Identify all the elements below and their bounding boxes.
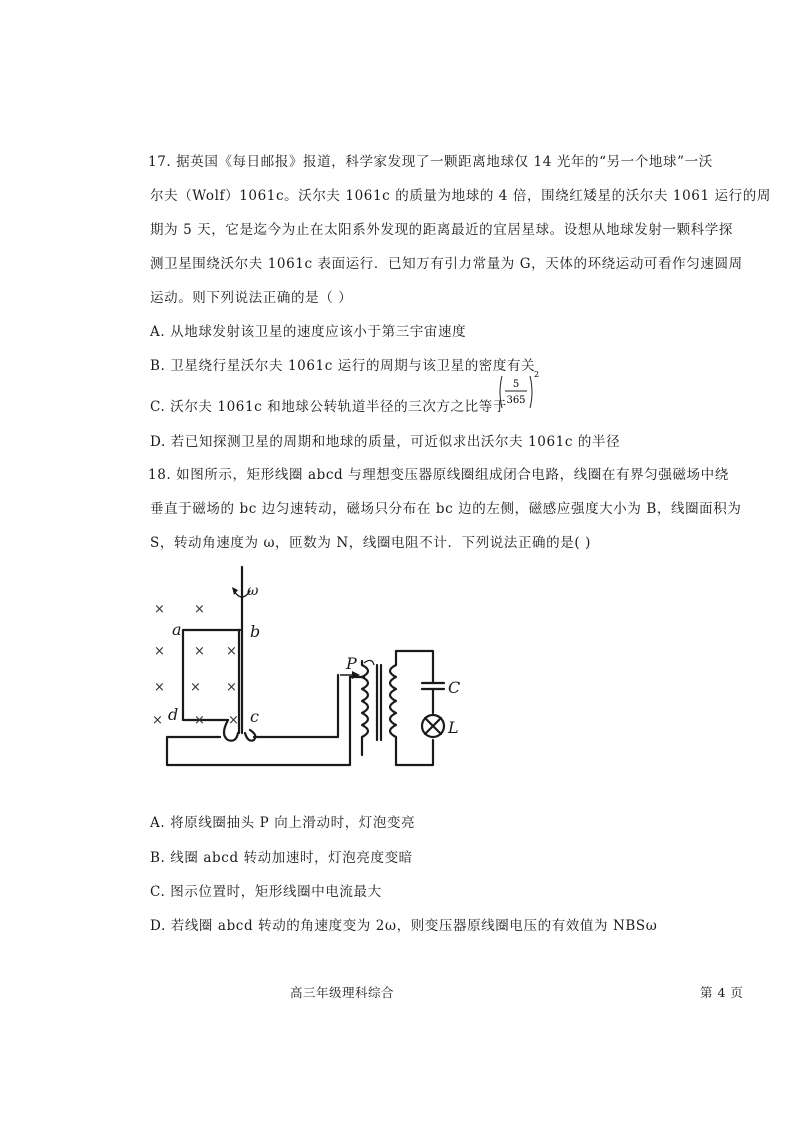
q17-line-4: 测卫星围绕沃尔夫 1061c 表面运行．已知万有引力常量为 G，天体的环绕运动可看作匀速圆周 — [150, 256, 743, 272]
label-p: P — [346, 654, 357, 673]
label-c: c — [250, 707, 259, 726]
q18-line-2: 垂直于磁场的 bc 边匀速转动，磁场只分布在 bc 边的左侧，磁感应强度大小为 B，线圈面积为 — [150, 501, 742, 517]
field-mark: × — [194, 602, 205, 617]
q17-option-a: A. 从地球发射该卫星的速度应该小于第三宇宙速度 — [150, 324, 467, 340]
circuit-diagram — [150, 565, 480, 775]
q17-line-2: 尔夫（Wolf）1061c。沃尔夫 1061c 的质量为地球的 4 倍，围绕红矮星的沃尔夫 1061 运行的周 — [150, 188, 771, 204]
q17-option-b: B. 卫星绕行星沃尔夫 1061c 运行的周期与该卫星的密度有关 — [150, 358, 536, 374]
fraction-numerator: 5 — [512, 379, 520, 390]
q18-option-c: C. 图示位置时，矩形线圈中电流最大 — [150, 884, 382, 900]
q17-option-d: D. 若已知探测卫星的周期和地球的质量，可近似求出沃尔夫 1061c 的半径 — [150, 434, 621, 450]
q18-line-1: 18. 如图所示，矩形线圈 abcd 与理想变压器原线圈组成闭合电路，线圈在有界匀强磁场中绕 — [148, 467, 729, 483]
q17-line-3: 期为 5 天，它是迄今为止在太阳系外发现的距离最近的宜居星球。设想从地球发射一颗科学探 — [150, 222, 733, 238]
field-mark: × — [190, 680, 201, 695]
q17-line-1: 17. 据英国《每日邮报》报道，科学家发现了一颗距离地球仅 14 光年的“另一个地球”一沃 — [148, 154, 713, 170]
field-mark: × — [194, 644, 205, 659]
field-mark: × — [194, 713, 205, 728]
fraction-denominator: 365 — [506, 395, 526, 406]
label-b: b — [250, 622, 261, 641]
q18-option-a: A. 将原线圈抽头 P 向上滑动时，灯泡变亮 — [150, 815, 416, 831]
label-d: d — [168, 705, 179, 724]
fraction-5-over-365-squared — [497, 370, 540, 414]
field-mark: × — [154, 602, 165, 617]
q18-line-3: S，转动角速度为 ω，匝数为 N，线圈电阻不计．下列说法正确的是( ) — [150, 535, 591, 551]
q17-line-5: 运动。则下列说法正确的是（ ） — [150, 290, 353, 306]
field-mark: × — [228, 713, 239, 728]
footer-title: 高三年级理科综合 — [290, 985, 395, 1000]
label-a: a — [172, 620, 182, 639]
q18-option-b: B. 线圈 abcd 转动加速时，灯泡亮度变暗 — [150, 850, 413, 866]
q17-option-c: C. 沃尔夫 1061c 和地球公转轨道半径的三次方之比等于 — [150, 399, 507, 415]
field-mark: × — [152, 713, 163, 728]
fraction-exponent: 2 — [534, 370, 540, 379]
q18-option-d: D. 若线圈 abcd 转动的角速度变为 2ω，则变压器原线圈电压的有效值为 NBSω — [150, 918, 658, 934]
field-mark: × — [154, 680, 165, 695]
label-c-capacitor: C — [448, 678, 461, 697]
field-mark: × — [226, 644, 237, 659]
label-omega: ω — [247, 583, 259, 599]
field-mark: × — [154, 644, 165, 659]
page-number: 第 4 页 — [700, 985, 744, 1000]
field-mark: × — [226, 680, 237, 695]
label-l-lamp: L — [448, 718, 459, 737]
